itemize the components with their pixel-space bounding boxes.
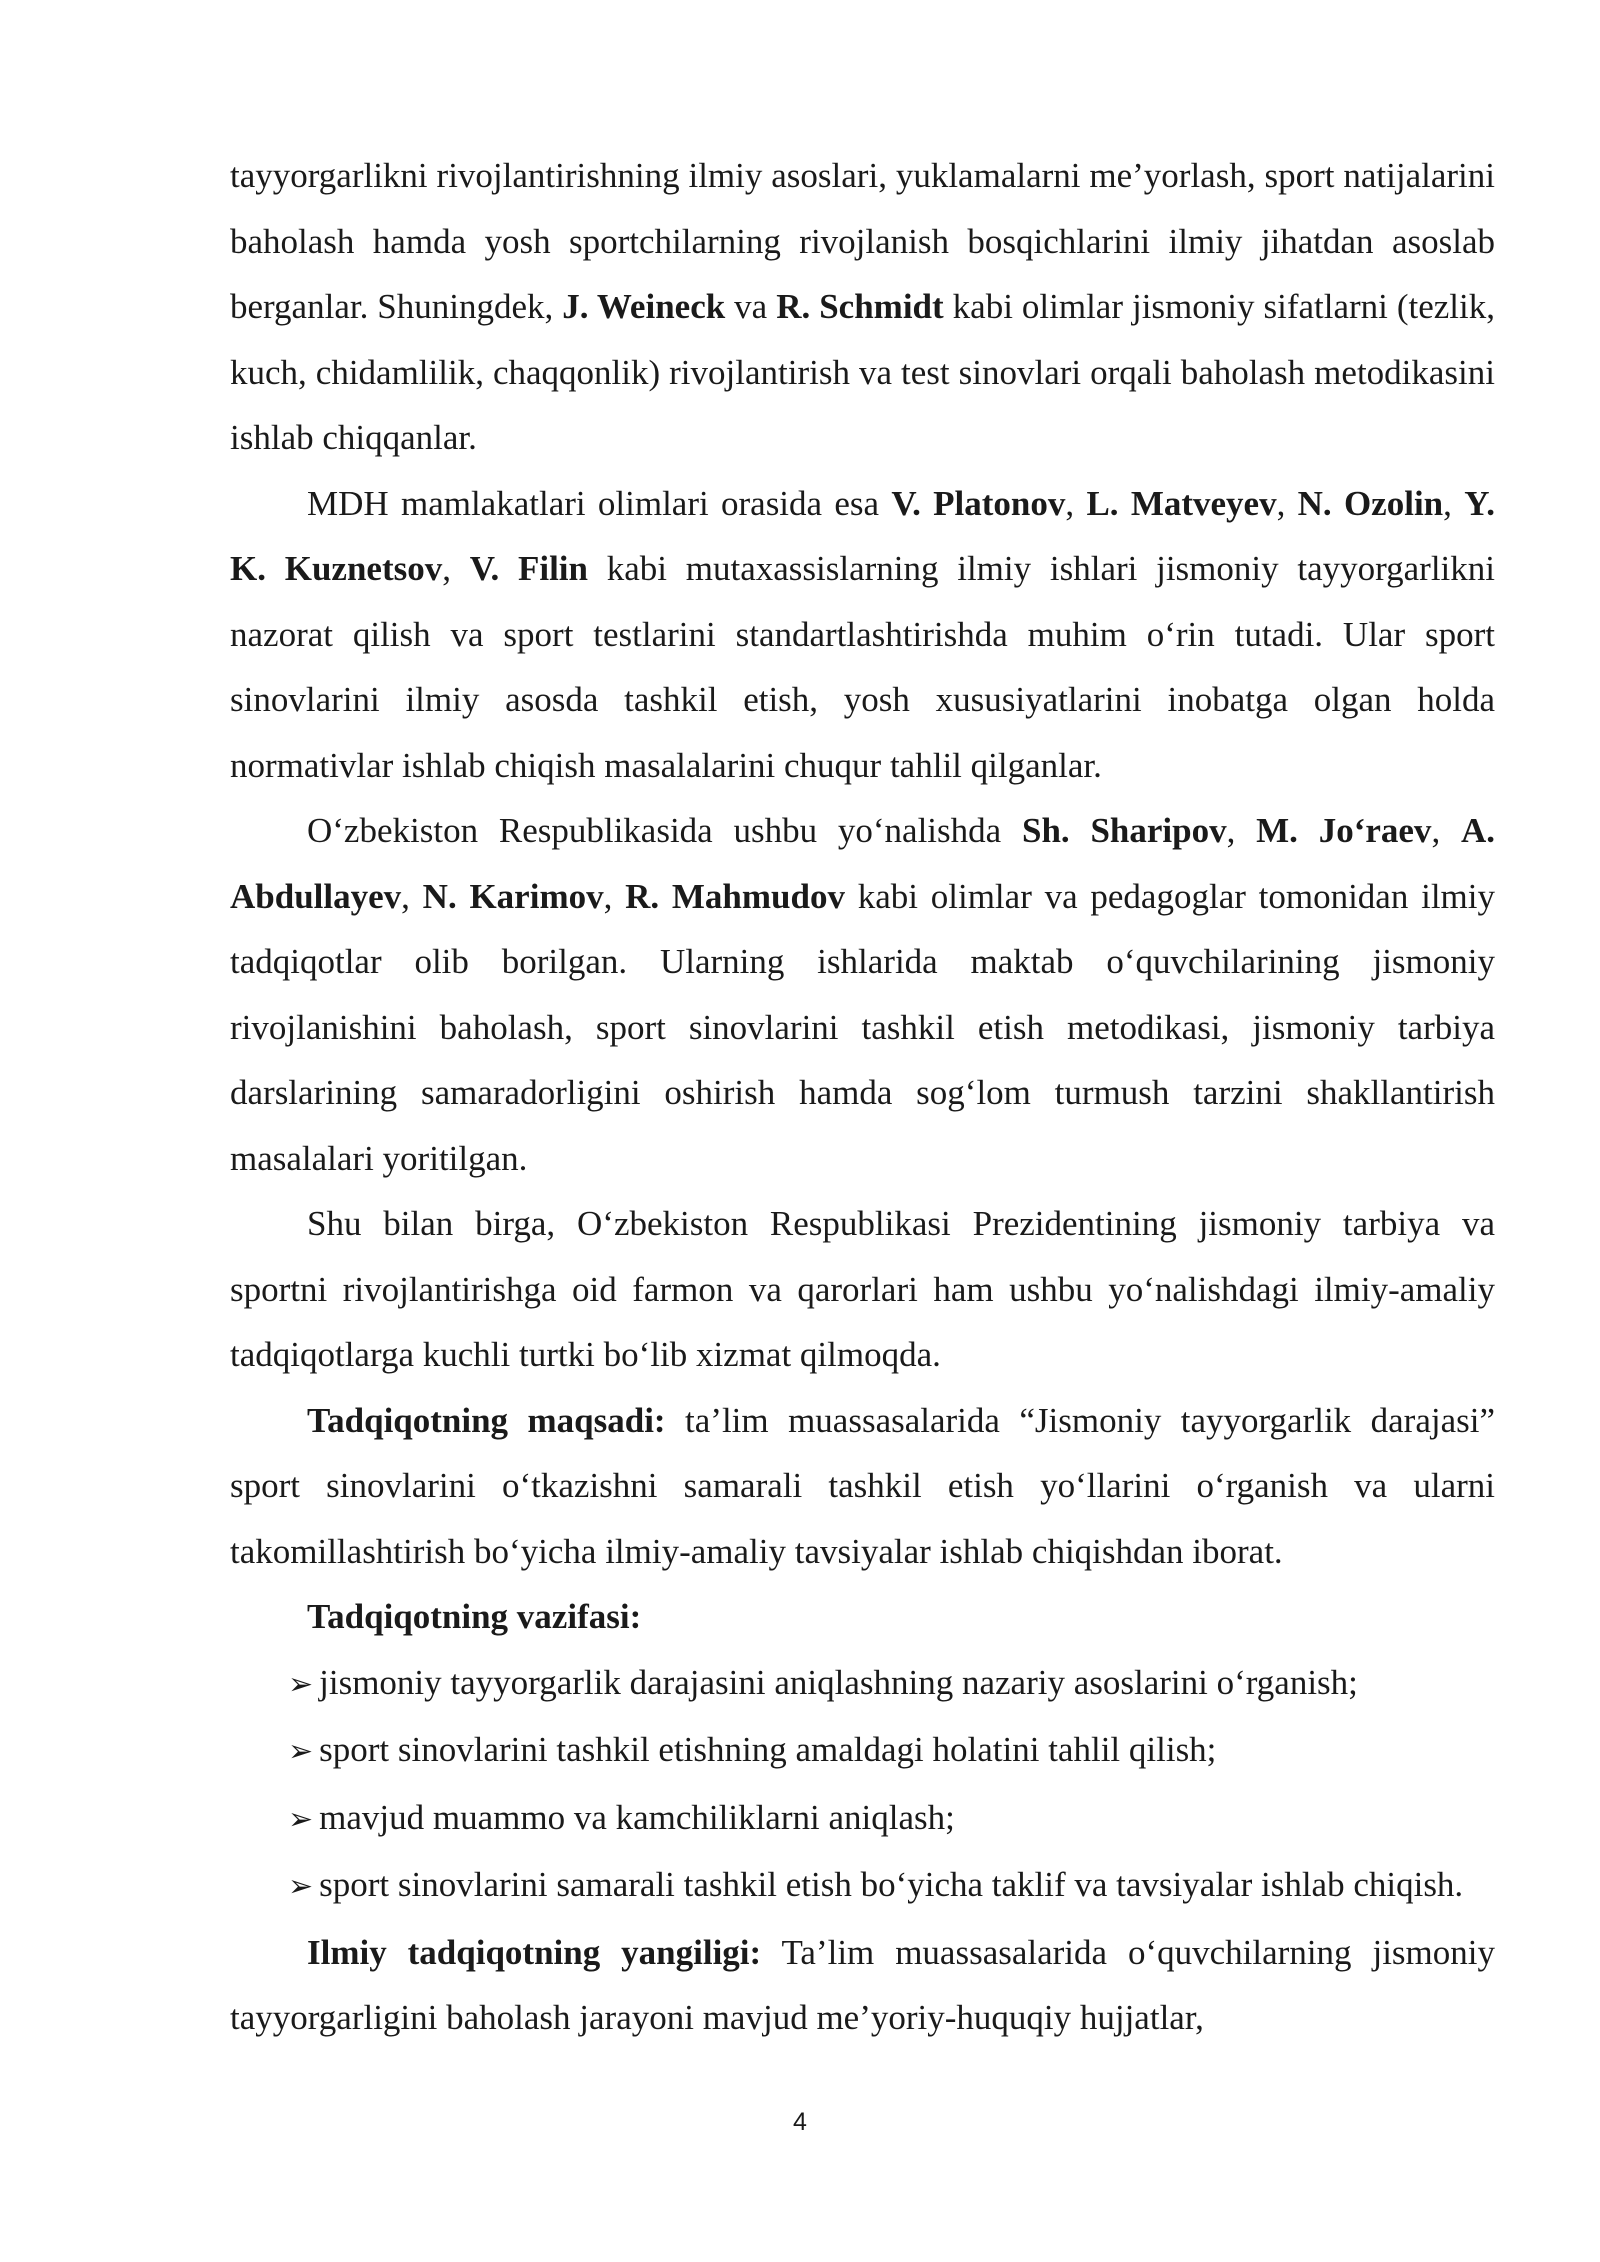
paragraph-presidential-decrees: Shu bilan birga, O‘zbekiston Respublikasi Prezidentining jismoniy tarbiya va sportni rivojlantirishga oid farmon va qarorlari ham ushbu yo‘nalishdagi ilmiy-amaliy tadqiqotlarga kuchli turtki bo‘lib xizmat qilmoqda.: [230, 1204, 1495, 1374]
arrow-bullet-icon: ➢: [288, 1666, 314, 1702]
paragraph-foreign-scholars: tayyorgarlikni rivojlantirishning ilmiy asoslari, yuklamalarni me’yorlash, sport natijalarini baholash hamda yosh sportchilarning rivojlanish bosqichlarini ilmiy jihatdan asoslab berganlar. Shuningdek, J. Weineck va R. Schmidt kabi olimlar jismoniy sifatlarni (tezlik, kuch, chidamlilik, chaqqonlik) rivojlantirish va test sinovlari orqali baholash metodikasini ishlab chiqqanlar.: [230, 156, 1495, 457]
list-item: ➢ sport sinovlarini samarali tashkil etish bo‘yicha taklif va tavsiyalar ishlab chiqish.: [230, 1852, 1495, 1920]
author-name: R. Mahmudov: [625, 876, 845, 916]
arrow-bullet-icon: ➢: [288, 1801, 314, 1837]
page-number: 4: [793, 2108, 807, 2136]
author-name: N. Karimov: [422, 876, 604, 916]
list-item: ➢ sport sinovlarini tashkil etishning amaldagi holatini tahlil qilish;: [230, 1717, 1495, 1785]
author-name: N. Ozolin: [1297, 483, 1444, 523]
list-item: ➢ mavjud muammo va kamchiliklarni aniqlash;: [230, 1785, 1495, 1853]
paragraph-uzbek-scholars: O‘zbekiston Respublikasida ushbu yo‘nalishda Sh. Sharipov, M. Jo‘raev, A. Abdullayev, N. Karimov, R. Mahmudov kabi olimlar va pedagoglar tomonidan ilmiy tadqiqotlar olib borilgan. Ularning ishlarida maktab o‘quvchilarining jismoniy rivojlanishini baholash, sport sinovlarini tashkil etish metodikasi, jismoniy tarbiya darslarining samaradorligini oshirish hamda sog‘lom turmush tarzini shakllantirish masalalari yoritilgan.: [230, 811, 1495, 1178]
author-name: M. Jo‘raev: [1256, 811, 1432, 850]
paragraph-research-goal: Tadqiqotning maqsadi: ta’lim muassasalarida “Jismoniy tayyorgarlik darajasi” sport sinovlarini o‘tkazishni samarali tashkil etish yo‘llarini o‘rganish va ularni takomillashtirish bo‘yicha ilmiy-amaliy tavsiyalar ishlab chiqishdan iborat.: [230, 1400, 1495, 1571]
arrow-bullet-icon: ➢: [288, 1869, 314, 1904]
paragraph-research-novelty: Ilmiy tadqiqotning yangiligi: Ta’lim muassasalarida o‘quvchilarning jismoniy tayyorgarligini baholash jarayoni mavjud me’yoriy-huquqiy hujjatlar,: [230, 1932, 1495, 2037]
paragraph-cis-scholars: MDH mamlakatlari olimlari orasida esa V. Platonov, L. Matveyev, N. Ozolin, Y. K. Kuznetsov, V. Filin kabi mutaxassislarning ilmiy ishlari jismoniy tayyorgarlikni nazorat qilish va sport testlarini standartlashtirishda muhim o‘rin tutadi. Ular sport sinovlarini ilmiy asosda tashkil etish, yosh xususiyatlarini inobatga olgan holda normativlar ishlab chiqish masalalarini chuqur tahlil qilganlar.: [230, 483, 1496, 785]
author-name: J. Weineck: [562, 287, 726, 326]
author-name: V. Platonov: [891, 483, 1066, 523]
document-page: [230, 143, 1495, 2051]
research-novelty-label: Ilmiy tadqiqotning yangiligi:: [307, 1932, 762, 1972]
author-name: R. Schmidt: [776, 287, 944, 326]
author-name: L. Matveyev: [1086, 483, 1277, 523]
author-name: A. Abdullayev: [230, 811, 1495, 916]
list-item: ➢ jismoniy tayyorgarlik darajasini aniqlashning nazariy asoslarini o‘rganish;: [230, 1650, 1495, 1718]
research-tasks-heading: Tadqiqotning vazifasi:: [307, 1597, 642, 1636]
author-name: Y. K. Kuznetsov: [230, 483, 1496, 588]
author-name: V. Filin: [469, 549, 588, 588]
arrow-bullet-icon: ➢: [288, 1734, 314, 1769]
research-goal-label: Tadqiqotning maqsadi:: [307, 1400, 666, 1440]
author-name: Sh. Sharipov: [1021, 811, 1227, 850]
